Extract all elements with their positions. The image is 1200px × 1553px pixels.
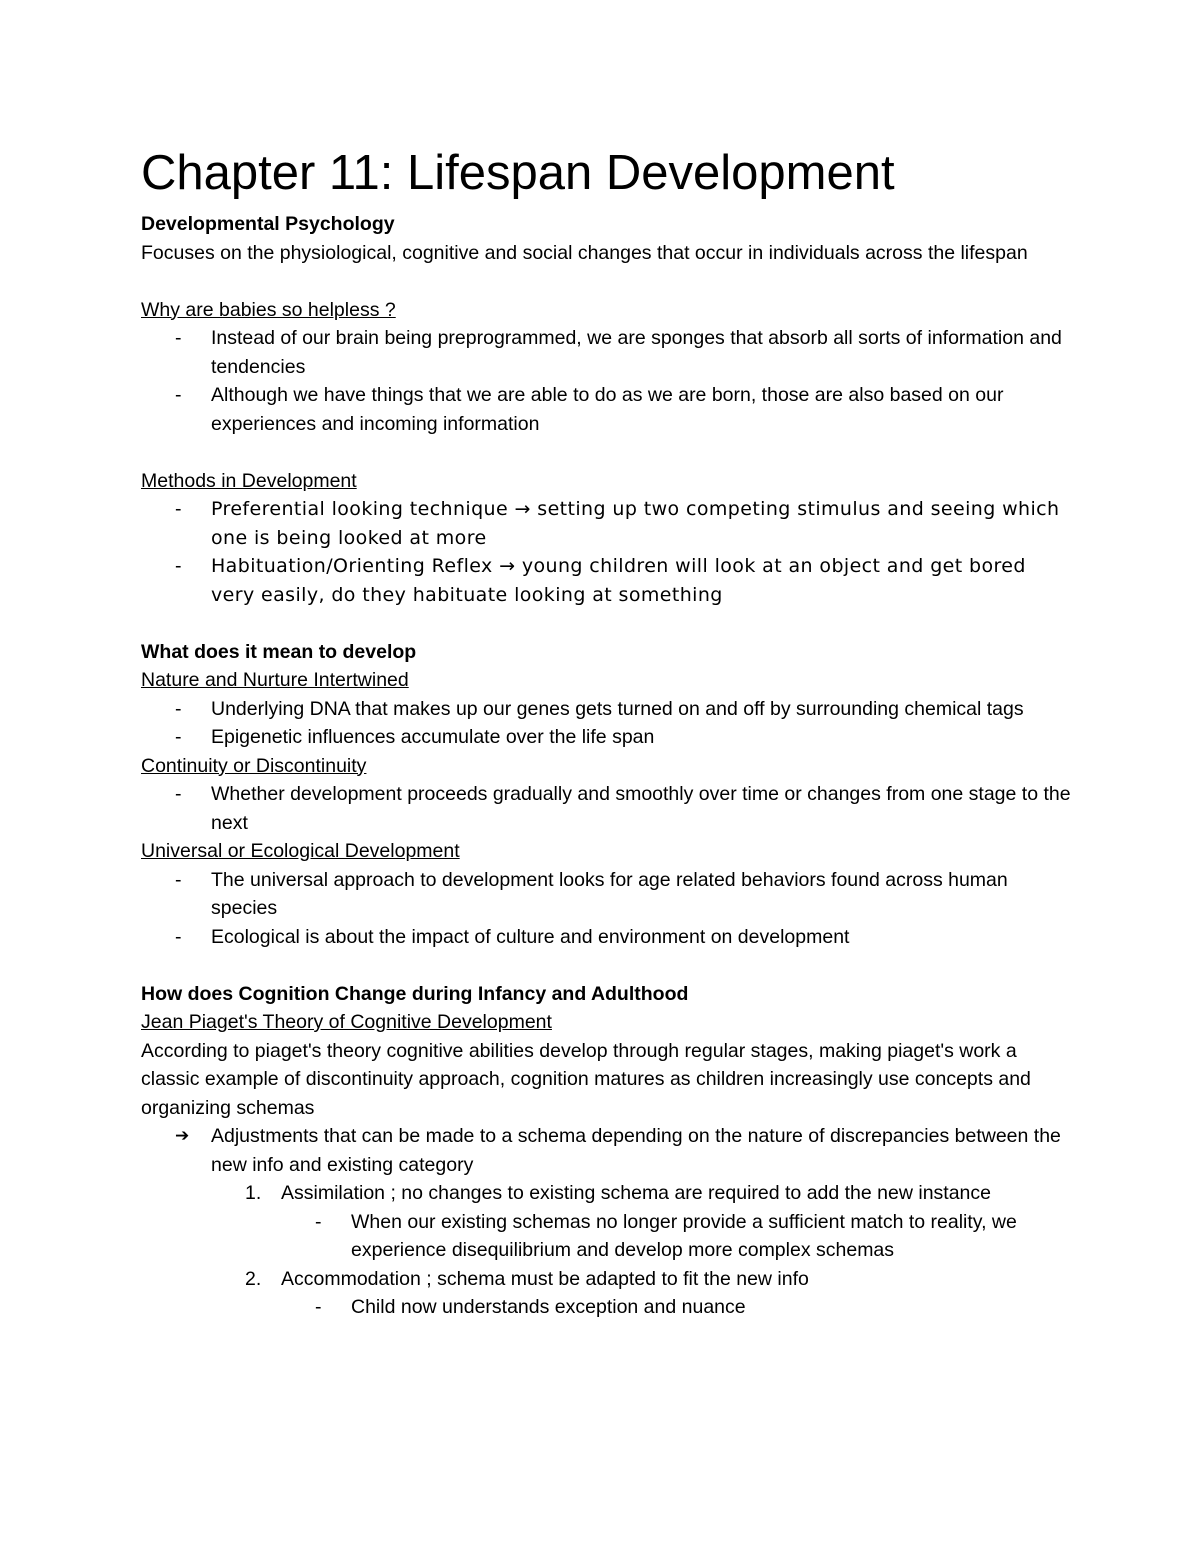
list-item-text: The universal approach to development looks for age related behaviors found across human species	[211, 868, 1008, 919]
list-item	[141, 923, 1071, 952]
list-item	[141, 324, 1071, 381]
methods-heading: Methods in Development	[141, 469, 357, 492]
list-item	[141, 695, 1071, 724]
dash-marker: -	[175, 697, 182, 720]
list-item-text: Underlying DNA that makes up our genes gets turned on and off by surrounding chemical tags	[211, 697, 1024, 720]
list-item-text: Adjustments that can be made to a schema depending on the nature of discrepancies between the new info and existing category	[211, 1125, 1061, 1176]
numbered-item	[141, 1265, 1071, 1294]
dev-psych-definition: Focuses on the physiological, cognitive and social changes that occur in individuals across the lifespan	[141, 241, 1028, 264]
numbered-item-text: Accommodation ; schema must be adapted to fit the new info	[281, 1267, 809, 1290]
list-item	[141, 381, 1071, 438]
dash-marker: -	[175, 327, 182, 349]
dash-marker: -	[175, 384, 182, 406]
cognition-heading: How does Cognition Change during Infancy and Adulthood	[141, 982, 689, 1005]
dash-marker: -	[175, 555, 182, 577]
list-item-text: Ecological is about the impact of culture and environment on development	[211, 925, 850, 948]
number-marker: 2.	[245, 1267, 262, 1290]
dash-marker: -	[175, 498, 182, 520]
list-item	[141, 723, 1071, 752]
piaget-description: According to piaget's theory cognitive abilities develop through regular stages, making piaget's work a classic example of discontinuity approach, cognition matures as children increasingly use concepts and organizing schemas	[141, 1039, 1031, 1119]
nature-heading: Nature and Nurture Intertwined	[141, 669, 409, 691]
list-item-text: Preferential looking technique → setting up two competing stimulus and seeing which one is being looked at more	[211, 498, 1060, 549]
list-item-text: Instead of our brain being preprogrammed, we are sponges that absorb all sorts of information and tendencies	[211, 327, 1062, 378]
develop-heading: What does it mean to develop	[141, 640, 417, 663]
list-item	[141, 1122, 1071, 1179]
dash-marker: -	[175, 925, 182, 948]
list-item	[141, 495, 1071, 552]
dash-marker: -	[175, 868, 182, 891]
list-item-text: Child now understands exception and nuance	[351, 1296, 746, 1318]
list-item	[141, 552, 1071, 609]
dash-marker: -	[175, 783, 182, 805]
list-item	[141, 866, 1071, 923]
list-item-text: Whether development proceeds gradually and smoothly over time or changes from one stage to the next	[211, 783, 1071, 834]
document-body	[141, 141, 1071, 1322]
list-item	[141, 1208, 1071, 1265]
spacer	[141, 951, 1071, 980]
list-item	[141, 780, 1071, 837]
dev-psych-heading: Developmental Psychology	[141, 213, 395, 235]
list-item-text: When our existing schemas no longer provide a sufficient match to reality, we experience disequilibrium and develop more complex schemas	[351, 1210, 1017, 1261]
spacer	[141, 438, 1071, 467]
list-item-text: Habituation/Orienting Reflex → young children will look at an object and get bored very easily, do they habituate looking at something	[211, 555, 1026, 606]
spacer	[141, 609, 1071, 638]
spacer	[141, 267, 1071, 296]
number-marker: 1.	[245, 1182, 262, 1204]
dash-marker: -	[175, 726, 182, 748]
continuity-heading: Continuity or Discontinuity	[141, 754, 367, 777]
piaget-heading: Jean Piaget's Theory of Cognitive Development	[141, 1011, 552, 1033]
babies-heading: Why are babies so helpless ?	[141, 298, 396, 321]
page-title: Chapter 11: Lifespan Development	[141, 146, 895, 200]
list-item	[141, 1293, 1071, 1322]
dash-marker: -	[315, 1296, 322, 1318]
list-item-text: Epigenetic influences accumulate over the life span	[211, 726, 655, 748]
numbered-item-text: Assimilation ; no changes to existing schema are required to add the new instance	[281, 1182, 991, 1204]
list-item-text: Although we have things that we are able to do as we are born, those are also based on our experiences and incoming information	[211, 384, 1004, 435]
arrow-icon: ➔	[175, 1126, 190, 1146]
numbered-item	[141, 1179, 1071, 1208]
universal-heading: Universal or Ecological Development	[141, 840, 460, 862]
dash-marker: -	[315, 1210, 322, 1233]
